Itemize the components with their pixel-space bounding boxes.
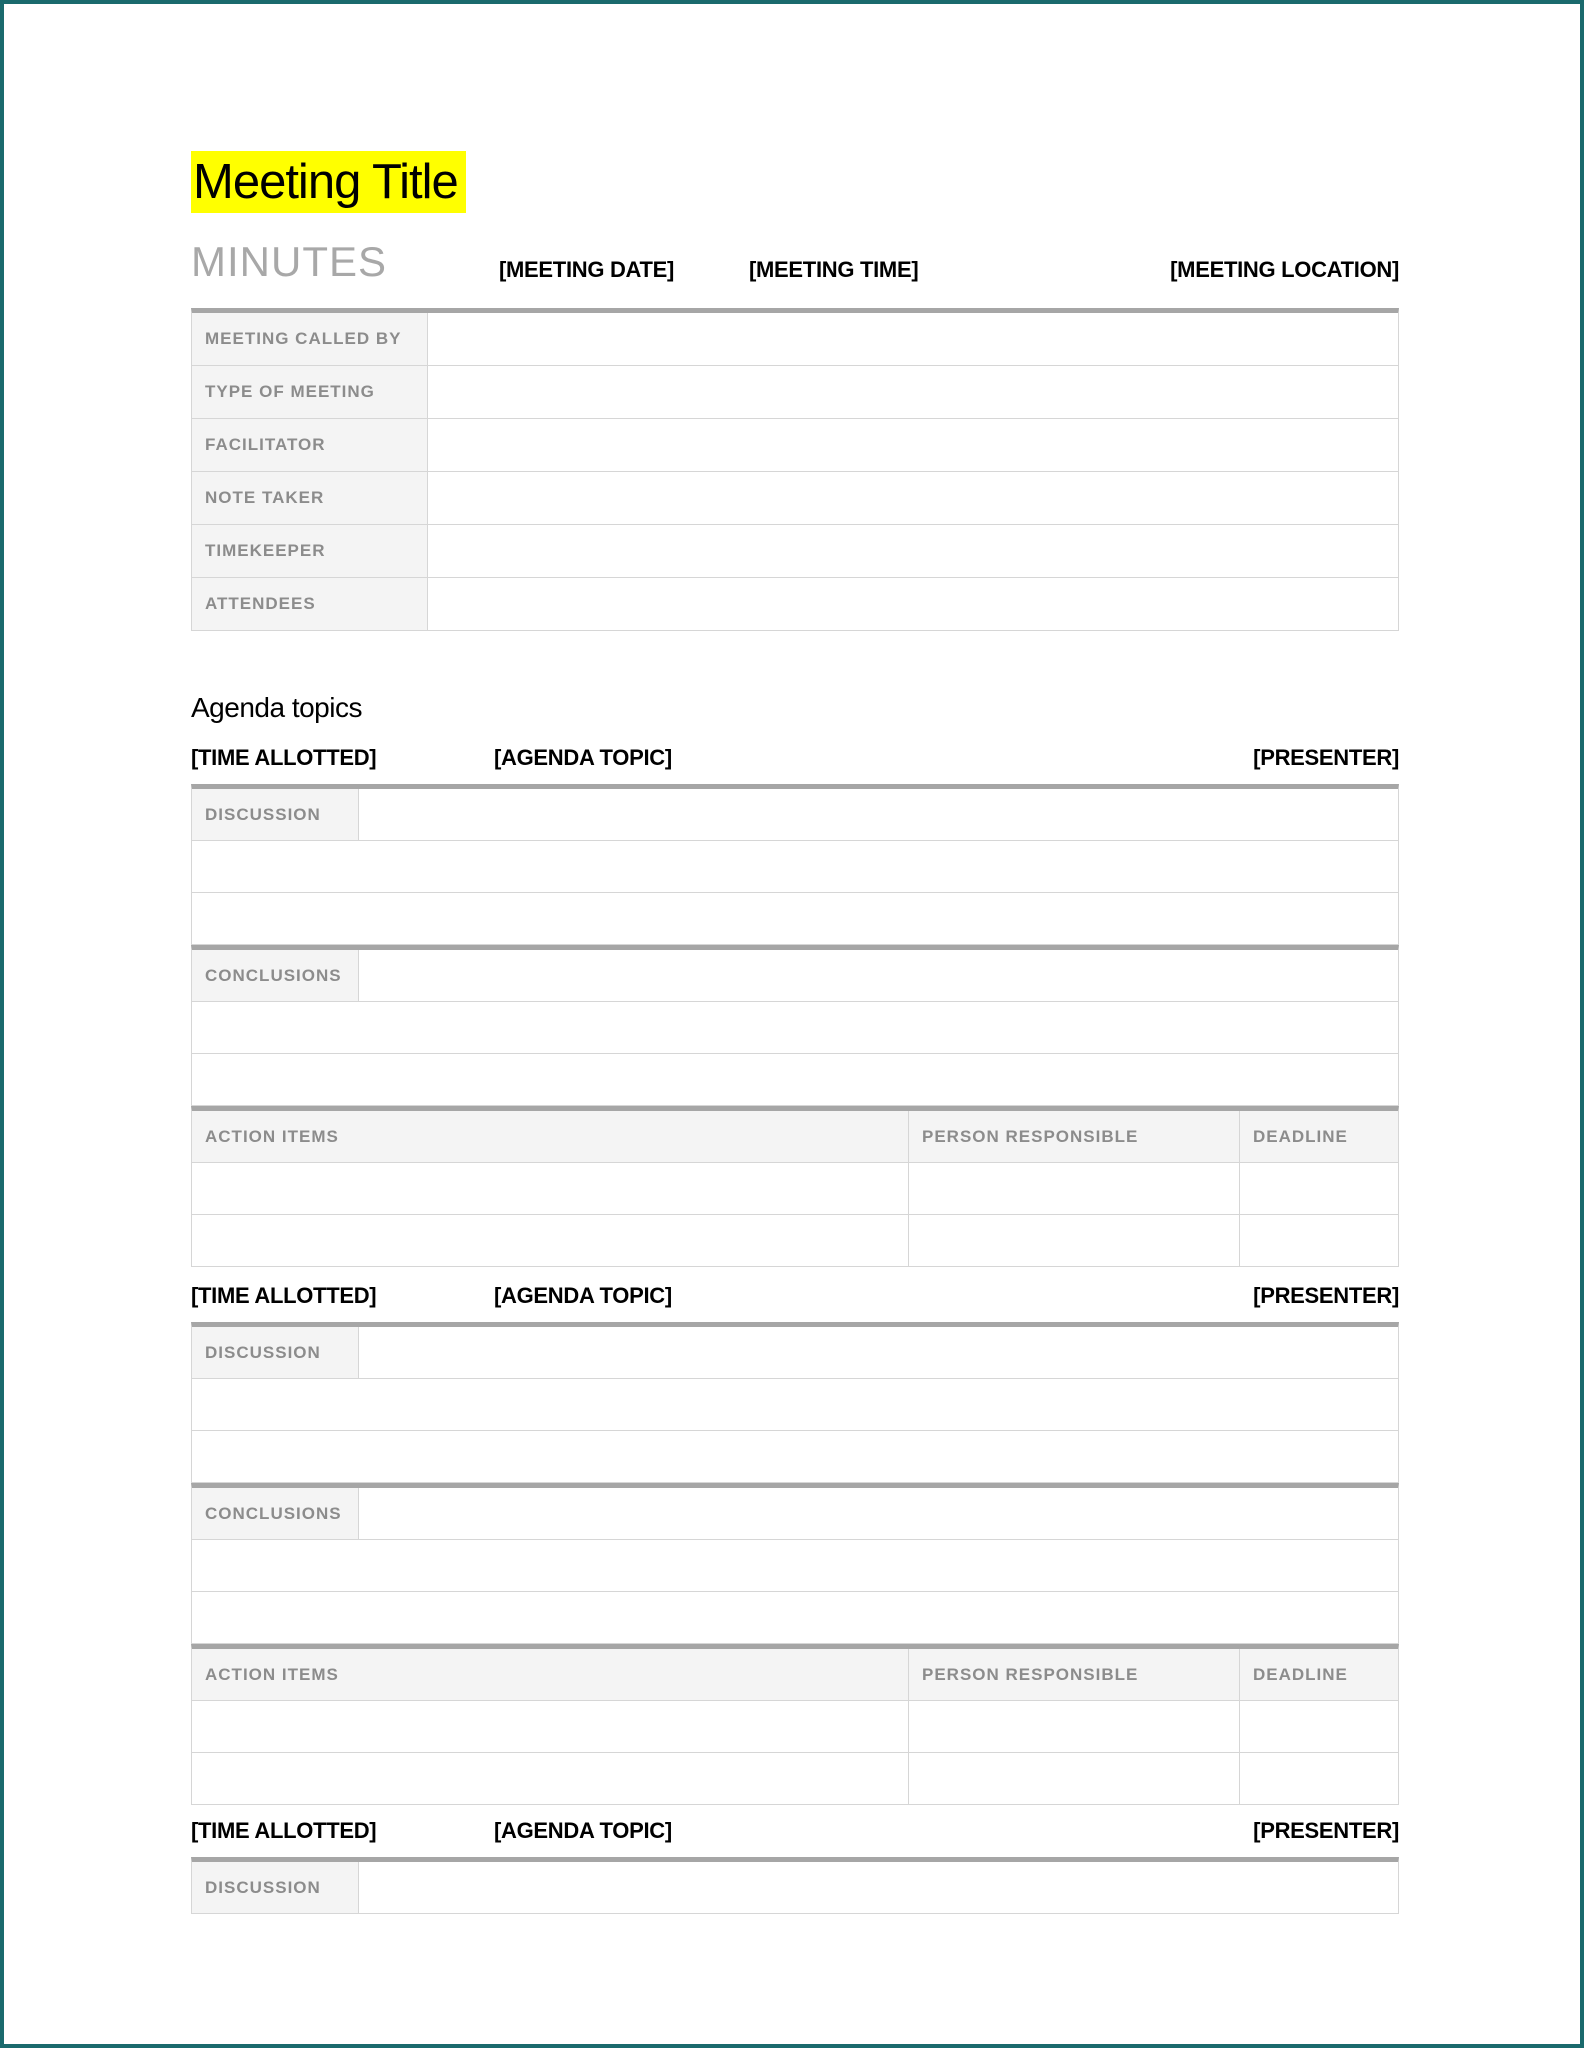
action-items-table	[191, 1106, 1399, 1267]
discussion-table	[191, 1322, 1399, 1483]
meeting-called-by-value-cell[interactable]	[428, 313, 1398, 365]
action-items-label: ACTION ITEMS	[192, 1649, 909, 1700]
person-responsible-cell[interactable]	[909, 1163, 1240, 1214]
deadline-label: DEADLINE	[1240, 1649, 1398, 1700]
action-item-cell[interactable]	[192, 1215, 909, 1266]
action-items-label: ACTION ITEMS	[192, 1111, 909, 1162]
conclusions-empty-row[interactable]	[192, 1054, 1398, 1106]
action-item-cell[interactable]	[192, 1163, 909, 1214]
table-row	[192, 789, 1398, 841]
agenda-block-2	[191, 1282, 1399, 1805]
conclusions-empty-row[interactable]	[192, 1592, 1398, 1644]
discussion-label: DISCUSSION	[192, 789, 359, 840]
table-row	[192, 419, 1398, 472]
deadline-cell[interactable]	[1240, 1215, 1398, 1266]
facilitator-label: FACILITATOR	[192, 419, 428, 471]
table-row	[192, 366, 1398, 419]
conclusions-label: CONCLUSIONS	[192, 950, 359, 1001]
discussion-label: DISCUSSION	[192, 1327, 359, 1378]
timekeeper-label: TIMEKEEPER	[192, 525, 428, 577]
agenda-block-1	[191, 744, 1399, 1267]
agenda-topic-placeholder[interactable]: [AGENDA TOPIC]	[494, 745, 672, 770]
table-row	[192, 578, 1398, 631]
presenter-placeholder[interactable]: [PRESENTER]	[1253, 745, 1399, 770]
person-responsible-label: PERSON RESPONSIBLE	[909, 1649, 1240, 1700]
subtitle-row	[191, 236, 1399, 283]
person-responsible-cell[interactable]	[909, 1753, 1240, 1804]
time-allotted-placeholder[interactable]: [TIME ALLOTTED]	[191, 745, 377, 770]
page-title	[191, 151, 466, 213]
table-row	[192, 950, 1398, 1002]
discussion-table	[191, 784, 1399, 945]
table-row	[192, 313, 1398, 366]
type-of-meeting-label: TYPE OF MEETING	[192, 366, 428, 418]
action-item-cell[interactable]	[192, 1753, 909, 1804]
note-taker-label: NOTE TAKER	[192, 472, 428, 524]
action-items-header-row	[192, 1111, 1398, 1163]
person-responsible-label: PERSON RESPONSIBLE	[909, 1111, 1240, 1162]
agenda-topic-placeholder[interactable]: [AGENDA TOPIC]	[494, 1283, 672, 1308]
table-row	[192, 1327, 1398, 1379]
discussion-value-cell[interactable]	[359, 1327, 1398, 1378]
meeting-time-placeholder[interactable]: [MEETING TIME]	[749, 257, 919, 282]
discussion-value-cell[interactable]	[359, 789, 1398, 840]
deadline-cell[interactable]	[1240, 1701, 1398, 1752]
meeting-date-placeholder[interactable]: [MEETING DATE]	[499, 257, 675, 282]
discussion-value-cell[interactable]	[359, 1862, 1398, 1913]
action-items-row	[192, 1701, 1398, 1753]
presenter-placeholder[interactable]: [PRESENTER]	[1253, 1283, 1399, 1308]
action-items-table	[191, 1644, 1399, 1805]
topic-header-line	[191, 744, 1399, 771]
attendees-label: ATTENDEES	[192, 578, 428, 630]
conclusions-table	[191, 945, 1399, 1106]
meeting-title-highlight[interactable]: Meeting Title	[191, 151, 466, 213]
conclusions-label: CONCLUSIONS	[192, 1488, 359, 1539]
discussion-label: DISCUSSION	[192, 1862, 359, 1913]
meeting-info-table	[191, 308, 1399, 631]
discussion-empty-row[interactable]	[192, 841, 1398, 893]
action-item-cell[interactable]	[192, 1701, 909, 1752]
person-responsible-cell[interactable]	[909, 1701, 1240, 1752]
conclusions-empty-row[interactable]	[192, 1002, 1398, 1054]
topic-header-line	[191, 1282, 1399, 1309]
conclusions-value-cell[interactable]	[359, 950, 1398, 1001]
table-row	[192, 1488, 1398, 1540]
attendees-value-cell[interactable]	[428, 578, 1398, 630]
deadline-label: DEADLINE	[1240, 1111, 1398, 1162]
presenter-placeholder[interactable]: [PRESENTER]	[1253, 1818, 1399, 1843]
conclusions-value-cell[interactable]	[359, 1488, 1398, 1539]
discussion-empty-row[interactable]	[192, 1431, 1398, 1483]
discussion-empty-row[interactable]	[192, 893, 1398, 945]
type-of-meeting-value-cell[interactable]	[428, 366, 1398, 418]
facilitator-value-cell[interactable]	[428, 419, 1398, 471]
table-row	[192, 525, 1398, 578]
discussion-empty-row[interactable]	[192, 1379, 1398, 1431]
conclusions-empty-row[interactable]	[192, 1540, 1398, 1592]
discussion-table	[191, 1857, 1399, 1914]
table-row	[192, 472, 1398, 525]
agenda-topic-placeholder[interactable]: [AGENDA TOPIC]	[494, 1818, 672, 1843]
minutes-subtitle: MINUTES	[191, 238, 387, 285]
action-items-row	[192, 1215, 1398, 1267]
person-responsible-cell[interactable]	[909, 1215, 1240, 1266]
agenda-block-3	[191, 1817, 1399, 1914]
action-items-row	[192, 1753, 1398, 1805]
conclusions-table	[191, 1483, 1399, 1644]
action-items-header-row	[192, 1649, 1398, 1701]
topic-header-line	[191, 1817, 1399, 1844]
deadline-cell[interactable]	[1240, 1753, 1398, 1804]
deadline-cell[interactable]	[1240, 1163, 1398, 1214]
agenda-topics-heading: Agenda topics	[191, 692, 362, 723]
timekeeper-value-cell[interactable]	[428, 525, 1398, 577]
meeting-location-placeholder[interactable]: [MEETING LOCATION]	[1170, 257, 1399, 282]
meeting-called-by-label: MEETING CALLED BY	[192, 313, 428, 365]
note-taker-value-cell[interactable]	[428, 472, 1398, 524]
time-allotted-placeholder[interactable]: [TIME ALLOTTED]	[191, 1818, 377, 1843]
table-row	[192, 1862, 1398, 1914]
time-allotted-placeholder[interactable]: [TIME ALLOTTED]	[191, 1283, 377, 1308]
action-items-row	[192, 1163, 1398, 1215]
